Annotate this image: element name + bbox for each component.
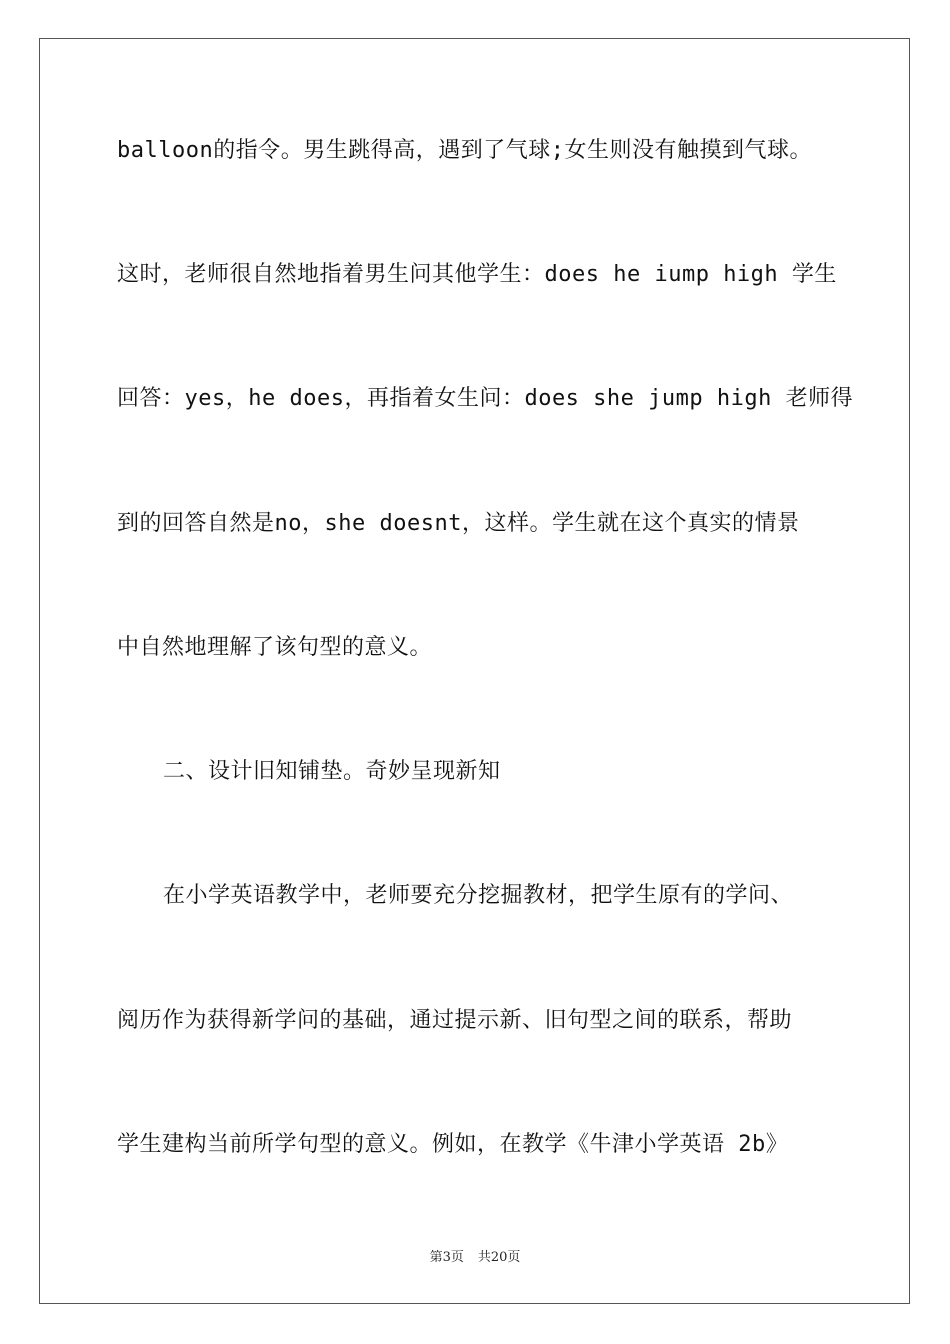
paragraph-line-1: balloon的指令。男生跳得高，遇到了气球;女生则没有触摸到气球。: [117, 138, 812, 163]
page-border: [39, 38, 910, 1304]
paragraph-line-2: 这时，老师很自然地指着男生问其他学生：does he iump high 学生: [117, 262, 837, 287]
page-number: 第3页: [429, 1250, 464, 1265]
page-footer: [0, 1246, 950, 1265]
paragraph-line-3: 回答：yes，he does，再指着女生问：does she jump high 老师得: [117, 386, 854, 411]
paragraph-line-6: 在小学英语教学中，老师要充分挖掘教材，把学生原有的学问、: [163, 883, 794, 908]
paragraph-line-4: 到的回答自然是no，she doesnt，这样。学生就在这个真实的情景: [117, 511, 800, 536]
paragraph-line-5: 中自然地理解了该句型的意义。: [117, 635, 433, 660]
section-heading: 二、设计旧知铺垫。奇妙呈现新知: [163, 759, 501, 784]
page-total: 共20页: [477, 1250, 521, 1265]
paragraph-line-8: 学生建构当前所学句型的意义。例如，在教学《牛津小学英语 2b》: [117, 1132, 789, 1157]
paragraph-line-7: 阅历作为获得新学问的基础，通过提示新、旧句型之间的联系，帮助: [117, 1008, 793, 1033]
